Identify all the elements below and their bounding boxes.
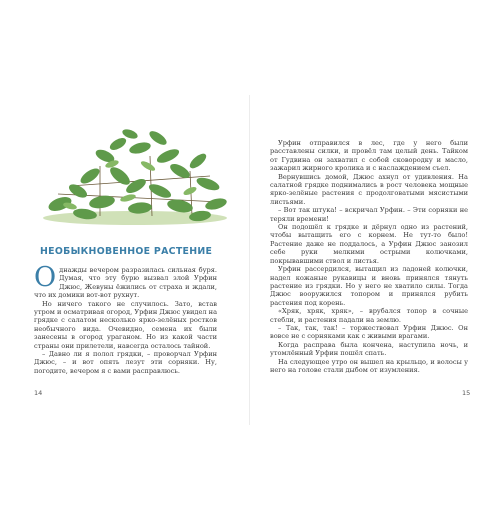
paragraph: Вернувшись домой, Джюс ахнул от удивления. На салатной грядке поднимались в рост человека мощные ярко-зелёные растения с продолговатыми мясистыми листьями. [270,172,468,206]
chapter-title: НЕОБЫКНОВЕННОЕ РАСТЕНИЕ [40,246,213,257]
paragraph: На следующее утро он вышел на крыльцо, и волосы у него на голове стали дыбом от изумления. [270,357,468,374]
paragraph: – Вот так штука! – вскричал Урфин. – Эти сорняки не теряли времени! [270,206,468,223]
paragraph: «Хряк, хряк, хряк», – врубался топор в сочные стебли, и растения падали на землю. [270,307,468,324]
paragraph: – Так, так, так! – торжествовал Урфин Джюс. Он вовсе не с сорняками как с живыми врагами. [270,323,468,341]
paragraph: Когда расправа была кончена, наступила ночь, и утомлённый Урфин пошёл спать. [270,340,468,358]
page-number-right: 15 [462,389,471,397]
plant-illustration [40,116,230,228]
opening-paragraph-text: днажды вечером разразилась сильная буря. Думая, что эту бурю вызвал злой Урфин Джюс, Жевуны ёжились от страха и ждали, что их домики вот-вот рухнут. [34,266,217,300]
paragraph: Он подошёл к грядке и дёрнул одно из растений, чтобы вытащить его с корнем. Не тут-то было! Растение даже не поддалось, а Урфин Джюс занозил себе руки мелкими острыми колючками, покрывавшими ствол и листья. [270,223,468,265]
right-page-text [270,139,468,374]
paragraph: Урфин отправился в лес, где у него были расставлены силки, и провёл там целый день. Тайком от Гудвина он захватил с собой сковородку и масло, зажарил жирного кролика и с наслаждением съел. [270,139,468,173]
paragraph: Но ничего такого не случилось. Зато, встав утром и осматривая огород, Урфин Джюс увидел на грядке с салатом несколько ярко-зелёных ростков необычного вида. Очевидно, семена их были занесены в огород ураганом. Но из какой части страны они прилетели, навсегда осталось тайной. [34,299,217,350]
opening-paragraph [34,262,217,300]
paragraph: – Давно ли я полол грядки, – проворчал Урфин Джюс, – и вот опять лезут эти сорняки. Ну, погодите, вечером я с вами расправлюсь. [34,350,217,375]
right-page [250,0,500,532]
page-number-left: 14 [34,389,43,397]
drop-cap: О [34,262,57,293]
paragraph: Урфин рассердился, вытащил из ладоней колючки, надел кожаные рукавицы и вновь принялся тянуть растение из грядки. Но у него не хватило силы. Тогда Джюс вооружился топором и принялся рубить растения под корень. [270,265,468,307]
left-page-text [34,262,217,375]
